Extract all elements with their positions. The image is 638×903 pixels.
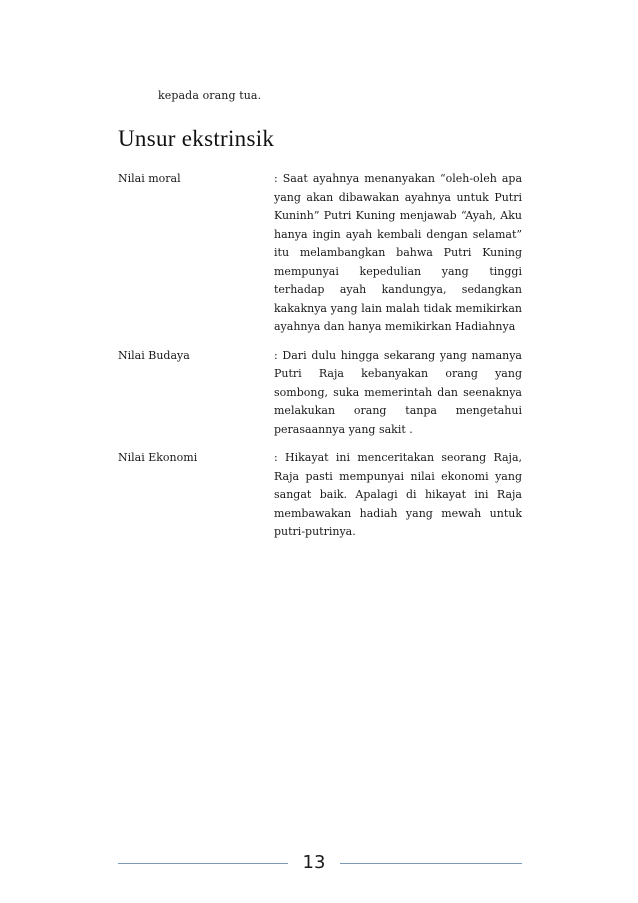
value-row-moral [118, 170, 522, 337]
value-row-ekonomi [118, 449, 522, 542]
intro-line: kepada orang tua. [158, 89, 262, 102]
page-number: 13 [302, 852, 326, 873]
value-label: Nilai Ekonomi [118, 451, 198, 464]
section-title: Unsur ekstrinsik [118, 126, 275, 151]
footer-rule-right [340, 863, 522, 864]
value-label: Nilai Budaya [118, 348, 190, 362]
value-description: : Saat ayahnya menanyakan “oleh-oleh apa yang akan dibawakan ayahnya untuk Putri Kuninh” Putri Kuning menjawab “Ayah, Aku hanya ingin ayah kembali dengan selamat” itu melambangkan bahwa Putri Kuning mempunyai kepedulian yang tinggi terhadap ayah kandungya, sedangkan kakaknya yang lain malah tidak memikirkan ayahnya dan hanya memikirkan Hadiahnya [274, 172, 522, 333]
footer-rule-left [118, 863, 288, 864]
page-footer [118, 852, 522, 874]
value-row-budaya [118, 347, 522, 440]
value-label: Nilai moral [118, 172, 181, 185]
values-table [118, 170, 522, 552]
value-description: : Hikayat ini menceritakan seorang Raja, Raja pasti mempunyai nilai ekonomi yang sangat baik. Apalagi di hikayat ini Raja membawakan hadiah yang mewah untuk putri-putrinya. [274, 451, 522, 538]
value-description: : Dari dulu hingga sekarang yang namanya Putri Raja kebanyakan orang yang sombong, suka memerintah dan seenaknya melakukan orang tanpa mengetahui perasaannya yang sakit . [274, 348, 522, 436]
